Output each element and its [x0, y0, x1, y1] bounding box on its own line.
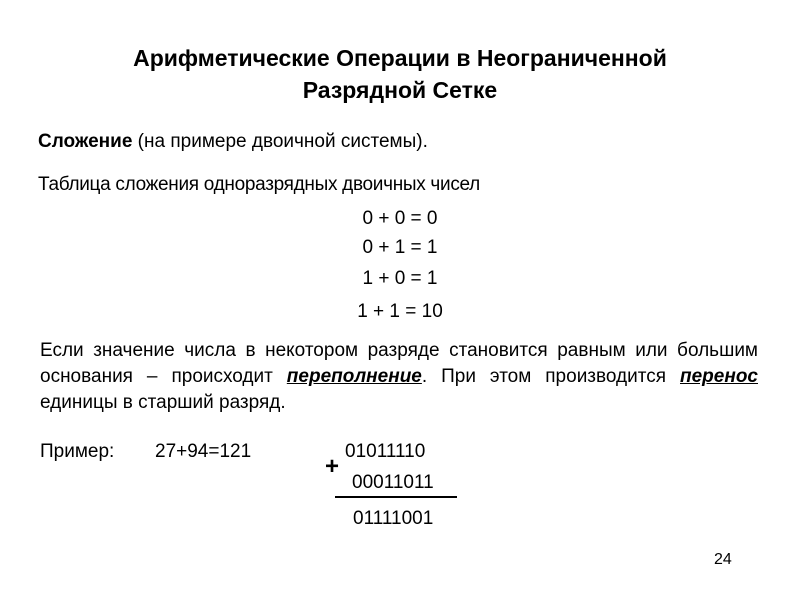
overflow-explanation-paragraph: [40, 338, 758, 416]
slide-title: [60, 42, 740, 106]
addition-table-row: 1 + 0 = 1: [362, 268, 438, 289]
slide-title-line-1: Арифметические Операции в Неограниченной: [133, 45, 667, 71]
section-subtitle: [38, 130, 428, 154]
term-carry: перенос: [680, 366, 758, 387]
addition-table-caption: Таблица сложения одноразрядных двоичных чисел: [38, 174, 480, 195]
paragraph-text: Если значение числа в некотором разряде становится равным или большим основания – происходит: [40, 340, 758, 387]
example-label: Пример:: [40, 441, 115, 462]
binary-operand-2: 00011011: [352, 472, 434, 493]
sum-divider-line: [335, 496, 457, 498]
subtitle-bold-term: Сложение: [38, 131, 133, 152]
example-expression: 27+94=121: [155, 441, 252, 462]
paragraph-text: . При этом производится: [421, 366, 680, 387]
addition-table-row: 0 + 0 = 0: [362, 208, 438, 229]
binary-operand-1: 01011110: [345, 441, 426, 462]
slide-title-line-2: Разрядной Сетке: [302, 77, 498, 103]
plus-sign: +: [325, 453, 340, 480]
addition-table-row: 0 + 1 = 1: [362, 237, 438, 258]
page-number: 24: [714, 551, 732, 568]
addition-table-row: 1 + 1 = 10: [357, 301, 443, 322]
binary-result: 01111001: [353, 508, 434, 529]
term-overflow: переполнение: [286, 366, 422, 387]
subtitle-rest: (на примере двоичной системы).: [132, 131, 428, 152]
paragraph-text: единицы в старший разряд.: [40, 392, 286, 413]
